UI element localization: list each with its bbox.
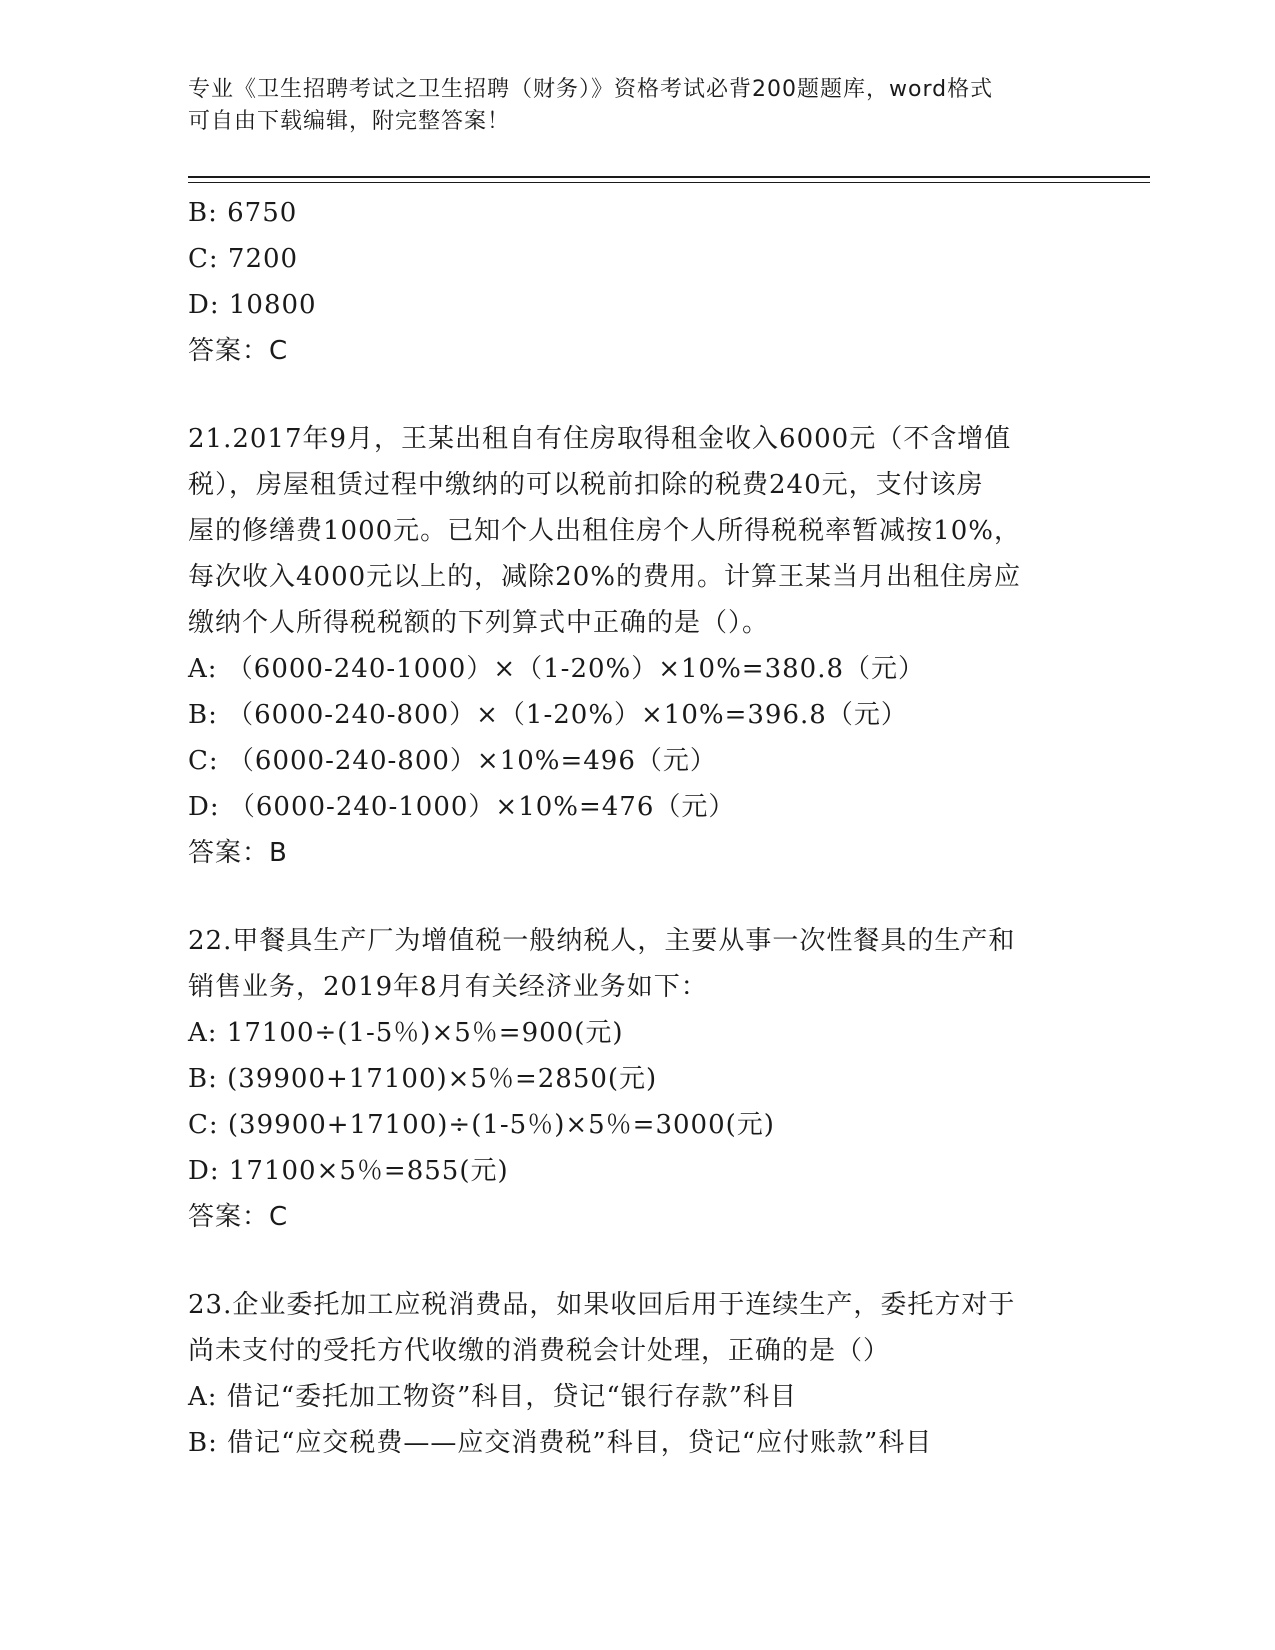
- option-a: A: （6000-240-1000）×（1-20%）×10%=380.8（元）: [188, 654, 926, 684]
- question-20-tail: [188, 190, 1088, 374]
- answer-line: 答案：B: [188, 838, 288, 868]
- question-text-line: 23.企业委托加工应税消费品，如果收回后用于连续生产，委托方对于: [188, 1290, 1016, 1320]
- option-d: D: 10800: [188, 290, 317, 320]
- option-c: C: 7200: [188, 244, 299, 274]
- question-text-line: 屋的修缮费1000元。已知个人出租住房个人所得税税率暂减按10%，: [188, 516, 1021, 546]
- option-d: D: （6000-240-1000）×10%=476（元）: [188, 792, 736, 822]
- option-a: A: 借记“委托加工物资”科目，贷记“银行存款”科目: [188, 1382, 797, 1412]
- page-header: [188, 74, 1088, 138]
- option-b: B: (39900+17100)×5％=2850(元): [188, 1064, 658, 1094]
- question-text-line: 22.甲餐具生产厂为增值税一般纳税人，主要从事一次性餐具的生产和: [188, 926, 1016, 956]
- question-spacer: [188, 374, 1088, 416]
- header-title-line-1: 专业《卫生招聘考试之卫生招聘（财务）》资格考试必背200题题库，word格式: [188, 77, 994, 102]
- question-text-line: 21.2017年9月，王某出租自有住房取得租金收入6000元（不含增值: [188, 424, 1012, 454]
- question-spacer: [188, 1240, 1088, 1282]
- option-b: B: 6750: [188, 198, 298, 228]
- question-text-line: 每次收入4000元以上的，减除20%的费用。计算王某当月出租住房应: [188, 562, 1021, 592]
- header-title-line-2: 可自由下载编辑，附完整答案！: [188, 109, 511, 134]
- option-c: C: （6000-240-800）×10%=496（元）: [188, 746, 717, 776]
- question-text-line: 税），房屋租赁过程中缴纳的可以税前扣除的税费240元，支付该房: [188, 470, 984, 500]
- option-b: B: 借记“应交税费——应交消费税”科目，贷记“应付账款”科目: [188, 1428, 933, 1458]
- question-23: [188, 1282, 1088, 1466]
- question-content: [188, 190, 1088, 1466]
- question-21: [188, 416, 1088, 876]
- question-22: [188, 918, 1088, 1240]
- answer-line: 答案：C: [188, 1202, 289, 1232]
- question-spacer: [188, 876, 1088, 918]
- question-text-line: 尚未支付的受托方代收缴的消费税会计处理，正确的是（）: [188, 1336, 891, 1366]
- option-c: C: (39900+17100)÷(1-5％)×5％=3000(元): [188, 1110, 775, 1140]
- header-divider-thick: [188, 176, 1150, 178]
- answer-line: 答案：C: [188, 336, 289, 366]
- question-text-line: 缴纳个人所得税税额的下列算式中正确的是（）。: [188, 608, 770, 638]
- option-a: A: 17100÷(1-5％)×5％=900(元): [188, 1018, 624, 1048]
- option-b: B: （6000-240-800）×（1-20%）×10%=396.8（元）: [188, 700, 908, 730]
- option-d: D: 17100×5％=855(元): [188, 1156, 509, 1186]
- header-divider-thin: [188, 182, 1150, 183]
- question-text-line: 销售业务，2019年8月有关经济业务如下：: [188, 972, 708, 1002]
